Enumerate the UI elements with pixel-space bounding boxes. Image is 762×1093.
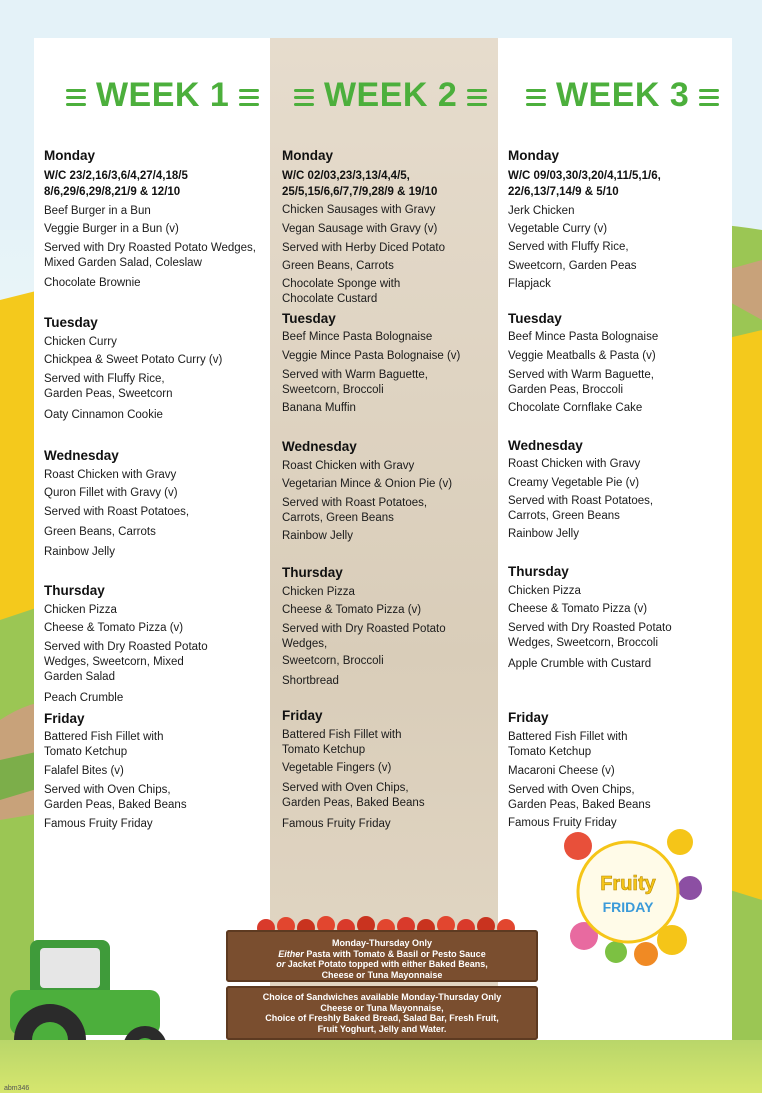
menu-item: Beef Burger in a Bun <box>44 205 151 217</box>
menu-item: Sweetcorn, Garden Peas <box>508 260 637 272</box>
menu-item: Macaroni Cheese (v) <box>508 765 615 777</box>
dash-decoration-icon <box>66 85 86 110</box>
menu-item: Quron Fillet with Gravy (v) <box>44 487 178 499</box>
menu-item: Served with Roast Potatoes, Carrots, Green Beans <box>282 497 428 524</box>
day-heading: Tuesday <box>282 311 336 326</box>
menu-item: Battered Fish Fillet with Tomato Ketchup <box>508 731 628 758</box>
menu-item: Served with Oven Chips, Garden Peas, Baked Beans <box>44 784 187 811</box>
day-heading: Tuesday <box>44 315 98 330</box>
week-commencing-dates: W/C 02/03,23/3,13/4,4/5, 25/5,15/6,6/7,7/9,28/9 & 19/10 <box>282 170 438 198</box>
menu-item: Served with Dry Roasted Potato Wedges, Mixed Garden Salad, Coleslaw <box>44 242 257 269</box>
menu-item: Chicken Pizza <box>44 604 117 616</box>
week-commencing-dates: W/C 09/03,30/3,20/4,11/5,1/6, 22/6,13/7,14/9 & 5/10 <box>508 170 661 198</box>
day-heading: Monday <box>282 148 334 163</box>
menu-item: Oaty Cinnamon Cookie <box>44 409 163 421</box>
menu-item: Banana Muffin <box>282 402 356 414</box>
dash-decoration-icon <box>699 85 719 110</box>
menu-item: Vegetable Curry (v) <box>508 223 608 235</box>
menu-item: Chocolate Cornflake Cake <box>508 402 643 414</box>
day-heading: Thursday <box>508 564 569 579</box>
menu-item: Served with Roast Potatoes, Carrots, Green Beans <box>508 495 654 522</box>
day-heading: Wednesday <box>508 438 583 453</box>
menu-item: Cheese & Tomato Pizza (v) <box>508 603 648 615</box>
menu-item: Rainbow Jelly <box>282 530 353 542</box>
menu-item: Cheese & Tomato Pizza (v) <box>282 604 422 616</box>
dash-decoration-icon <box>526 85 546 110</box>
menu-item: Served with Dry Roasted Potato Wedges, Sweetcorn, Mixed Garden Salad <box>44 641 208 683</box>
grass-strip <box>0 1040 762 1093</box>
crate-panel-2-text: Choice of Sandwiches available Monday-Thursday Only Cheese or Tuna Mayonnaise, Choice of Freshly Baked Bread, Salad Bar, Fresh Fruit, Fruit Yoghurt, Jelly and Water. <box>262 992 502 1034</box>
menu-item: Served with Warm Baguette, Garden Peas, Broccoli <box>508 369 654 396</box>
menu-item: Vegetable Fingers (v) <box>282 762 392 774</box>
menu-item: Beef Mince Pasta Bolognaise <box>508 331 659 343</box>
menu-item: Roast Chicken with Gravy <box>44 469 177 481</box>
menu-item: Chocolate Brownie <box>44 277 141 289</box>
menu-item: Flapjack <box>508 278 551 290</box>
menu-item: Cheese & Tomato Pizza (v) <box>44 622 184 634</box>
day-heading: Thursday <box>44 583 105 598</box>
menu-item: Falafel Bites (v) <box>44 765 124 777</box>
day-heading: Tuesday <box>508 311 562 326</box>
menu-item: Chocolate Sponge with Chocolate Custard <box>282 278 401 305</box>
menu-item: Battered Fish Fillet with Tomato Ketchup <box>44 731 164 758</box>
day-heading: Monday <box>508 148 560 163</box>
menu-item: Shortbread <box>282 675 339 687</box>
menu-item: Served with Oven Chips, Garden Peas, Baked Beans <box>282 782 425 809</box>
menu-item: Roast Chicken with Gravy <box>508 458 641 470</box>
menu-item: Served with Fluffy Rice, Garden Peas, Sweetcorn <box>44 373 173 400</box>
menu-item: Rainbow Jelly <box>508 528 579 540</box>
menu-item: Green Beans, Carrots <box>44 526 156 538</box>
footer-code: abm346 <box>4 1085 30 1092</box>
menu-item: Creamy Vegetable Pie (v) <box>508 477 640 489</box>
day-heading: Wednesday <box>44 448 119 463</box>
menu-item: Roast Chicken with Gravy <box>282 460 415 472</box>
menu-item: Vegetarian Mince & Onion Pie (v) <box>282 478 453 490</box>
day-heading: Wednesday <box>282 439 357 454</box>
day-heading: Friday <box>44 711 85 726</box>
menu-item: Served with Fluffy Rice, <box>508 241 629 253</box>
menu-item: Chicken Sausages with Gravy <box>282 204 436 216</box>
menu-item: Peach Crumble <box>44 692 124 704</box>
menu-item: Served with Dry Roasted Potato Wedges, Sweetcorn, Broccoli <box>508 622 672 649</box>
menu-item: Apple Crumble with Custard <box>508 658 652 670</box>
menu-item: Green Beans, Carrots <box>282 260 394 272</box>
menu-item: Veggie Mince Pasta Bolognaise (v) <box>282 350 461 362</box>
menu-item: Chickpea & Sweet Potato Curry (v) <box>44 354 223 366</box>
menu-item: Famous Fruity Friday <box>508 817 617 829</box>
crate-panel-1-text: Monday-Thursday Only Either Pasta with Tomato & Basil or Pesto Sauce or Jacket Potato topped with either Baked Beans, Cheese or Tuna Mayonnaise <box>276 938 488 980</box>
menu-item: Served with Dry Roasted Potato Wedges, <box>282 623 446 650</box>
day-heading: Thursday <box>282 565 343 580</box>
menu-item: Chicken Curry <box>44 336 117 348</box>
week-2-title: WEEK 2 <box>294 76 487 115</box>
menu-item: Veggie Burger in a Bun (v) <box>44 223 179 235</box>
menu-item: Served with Roast Potatoes, <box>44 506 190 518</box>
menu-item: Served with Oven Chips, Garden Peas, Baked Beans <box>508 784 651 811</box>
day-heading: Friday <box>508 710 549 725</box>
menu-item: Vegan Sausage with Gravy (v) <box>282 223 438 235</box>
menu-item: Served with Herby Diced Potato <box>282 242 445 254</box>
badge-word-2: FRIDAY <box>602 899 654 915</box>
menu-item: Veggie Meatballs & Pasta (v) <box>508 350 656 362</box>
badge-word-1: Fruity <box>600 873 656 895</box>
menu-item: Famous Fruity Friday <box>282 818 391 830</box>
menu-item: Sweetcorn, Broccoli <box>282 655 384 667</box>
week-3-title: WEEK 3 <box>526 76 719 115</box>
menu-item: Chicken Pizza <box>282 586 355 598</box>
dash-decoration-icon <box>294 85 314 110</box>
week-commencing-dates: W/C 23/2,16/3,6/4,27/4,18/5 8/6,29/6,29/8,21/9 & 12/10 <box>44 170 188 198</box>
menu-item: Battered Fish Fillet with Tomato Ketchup <box>282 729 402 756</box>
menu-item: Famous Fruity Friday <box>44 818 153 830</box>
day-heading: Monday <box>44 148 96 163</box>
dash-decoration-icon <box>467 85 487 110</box>
menu-item: Chicken Pizza <box>508 585 581 597</box>
dash-decoration-icon <box>239 85 259 110</box>
week-1-title: WEEK 1 <box>66 76 259 115</box>
menu-item: Jerk Chicken <box>508 205 575 217</box>
day-heading: Friday <box>282 708 323 723</box>
menu-item: Rainbow Jelly <box>44 546 115 558</box>
menu-item: Beef Mince Pasta Bolognaise <box>282 331 433 343</box>
menu-item: Served with Warm Baguette, Sweetcorn, Broccoli <box>282 369 428 396</box>
fruity-friday-badge <box>554 818 704 968</box>
